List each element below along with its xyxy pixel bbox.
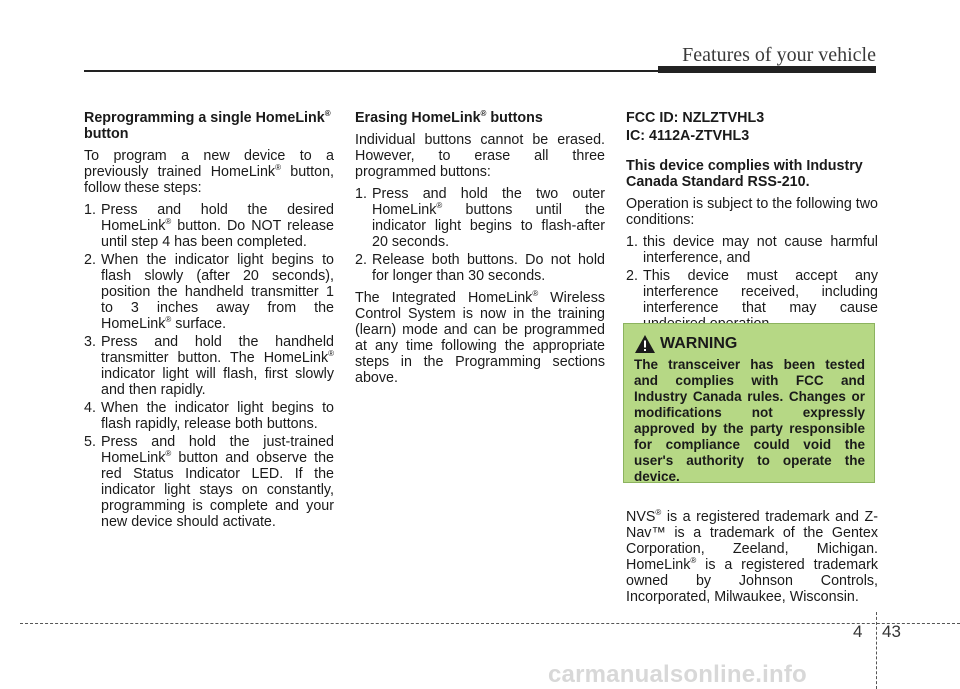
warning-header [634, 334, 865, 354]
header-title: Features of your vehicle [682, 44, 876, 66]
list-item [355, 186, 605, 250]
footer-rule [20, 623, 960, 624]
chapter-number: 4 [853, 622, 863, 641]
erasing-outro [355, 290, 605, 386]
registered-mark: ® [655, 508, 662, 518]
step-text: Press and hold the desired HomeLink [101, 202, 334, 234]
reprogramming-steps [84, 202, 334, 530]
heading-text: buttons [486, 110, 543, 126]
registered-mark: ® [690, 556, 697, 566]
registered-mark: ® [328, 349, 334, 359]
step-text: button. Do NOT release until step 4 has been completed. [101, 218, 334, 250]
ic-id: IC: 4112A-ZTVHL3 [626, 128, 750, 144]
outro-text: The Integrated HomeLink [355, 290, 533, 306]
registered-mark: ® [165, 217, 172, 227]
conditions-intro: Operation is subject to the following two conditions: [626, 196, 878, 228]
erasing-intro: Individual buttons cannot be erased. However, to erase all three programmed buttons: [355, 132, 605, 180]
header-rule-accent [658, 66, 876, 73]
heading-text: button [84, 126, 129, 142]
footer-divider [876, 612, 877, 689]
list-item [84, 202, 334, 250]
list-item [355, 252, 605, 284]
step-number: 2. [84, 252, 96, 268]
heading-text: Erasing HomeLink [355, 110, 481, 126]
step-text: Press and hold the two outer HomeLink [372, 186, 605, 218]
trademark-text-part: is a registered trademark and Z-Nav™ is a trademark of the Gentex Corporation, Zeeland, Michigan. HomeLink [626, 509, 878, 573]
registered-mark: ® [436, 201, 443, 211]
page-number: 43 [882, 622, 901, 641]
conditions-list [626, 234, 878, 332]
heading-text: Reprogramming a single HomeLink [84, 110, 325, 126]
reprogramming-intro [84, 148, 334, 196]
list-item [84, 400, 334, 432]
step-text: Release both buttons. Do not hold for longer than 30 seconds. [372, 252, 605, 284]
registered-mark: ® [165, 315, 172, 325]
step-number: 5. [84, 434, 96, 450]
warning-triangle-icon [634, 334, 656, 354]
compliance-statement: This device complies with Industry Canada Standard RSS-210. [626, 158, 863, 190]
fcc-id: FCC ID: NZLZTVHL3 [626, 110, 765, 126]
reprogramming-heading [84, 110, 334, 142]
condition-text: This device must accept any interference received, including interference that may cause [643, 268, 878, 316]
column-erasing [355, 110, 605, 392]
trademark-text-part: is a registered trademark owned by Johnson Controls, Incorporated, Milwaukee, Wisconsin. [626, 557, 878, 605]
trademark-text-part: NVS [626, 509, 656, 525]
step-text: When the indicator light begins to flash rapidly, release both buttons. [101, 400, 334, 432]
condition-number: 2. [626, 268, 638, 284]
warning-title: WARNING [660, 335, 738, 352]
step-number: 2. [355, 252, 367, 268]
warning-box [623, 323, 875, 483]
registered-mark: ® [480, 109, 487, 119]
step-number: 1. [355, 186, 367, 202]
step-text: When the indicator light begins to flash slowly (after 20 seconds), position the handheld transmitter 1 to 3 inches away from the HomeLink [101, 252, 334, 332]
intro-text: To program a new device to a previously trained HomeLink [84, 148, 334, 180]
warning-text: The transceiver has been tested and complies with FCC and Industry Canada rules. Changes or modifications not expressly approved by the party responsible for compliance could void the user's authority to operate the device. [634, 357, 865, 484]
step-number: 3. [84, 334, 96, 350]
step-text: button and observe the red Status Indicator LED. If the indicator light stays on constantly, programming is complete and your new device should activate. [101, 450, 334, 530]
intro-text: button, follow these steps: [84, 164, 334, 196]
registered-mark: ® [275, 163, 281, 173]
step-text: surface. [171, 316, 227, 332]
outro-text: Wireless Control System is now in the training (learn) mode and can be programmed at any time following the appropriate steps in the Programming sections above. [355, 290, 605, 386]
condition-text: this device may not cause harmful interference, and [643, 234, 878, 266]
step-text: Press and hold the handheld transmitter button. The HomeLink [101, 334, 334, 366]
trademark-notice [626, 509, 878, 611]
erasing-steps [355, 186, 605, 284]
step-number: 4. [84, 400, 96, 416]
list-item [84, 252, 334, 332]
registered-mark: ® [165, 449, 172, 459]
column-reprogramming [84, 110, 334, 536]
list-item [626, 234, 878, 266]
registered-mark: ® [324, 109, 331, 119]
step-text: Press and hold the just-trained HomeLink [101, 434, 334, 466]
condition-number: 1. [626, 234, 638, 250]
registered-mark: ® [532, 289, 539, 299]
step-text: indicator light will flash, first slowly and then rapidly. [101, 366, 334, 398]
erasing-heading [355, 110, 605, 126]
column-compliance [626, 110, 878, 338]
step-number: 1. [84, 202, 96, 218]
trademark-text [626, 509, 878, 605]
watermark: carmanualsonline.info [548, 661, 807, 688]
list-item [84, 334, 334, 398]
step-text: buttons until the indicator light begins to flash-after 20 seconds. [372, 202, 605, 250]
list-item [84, 434, 334, 530]
